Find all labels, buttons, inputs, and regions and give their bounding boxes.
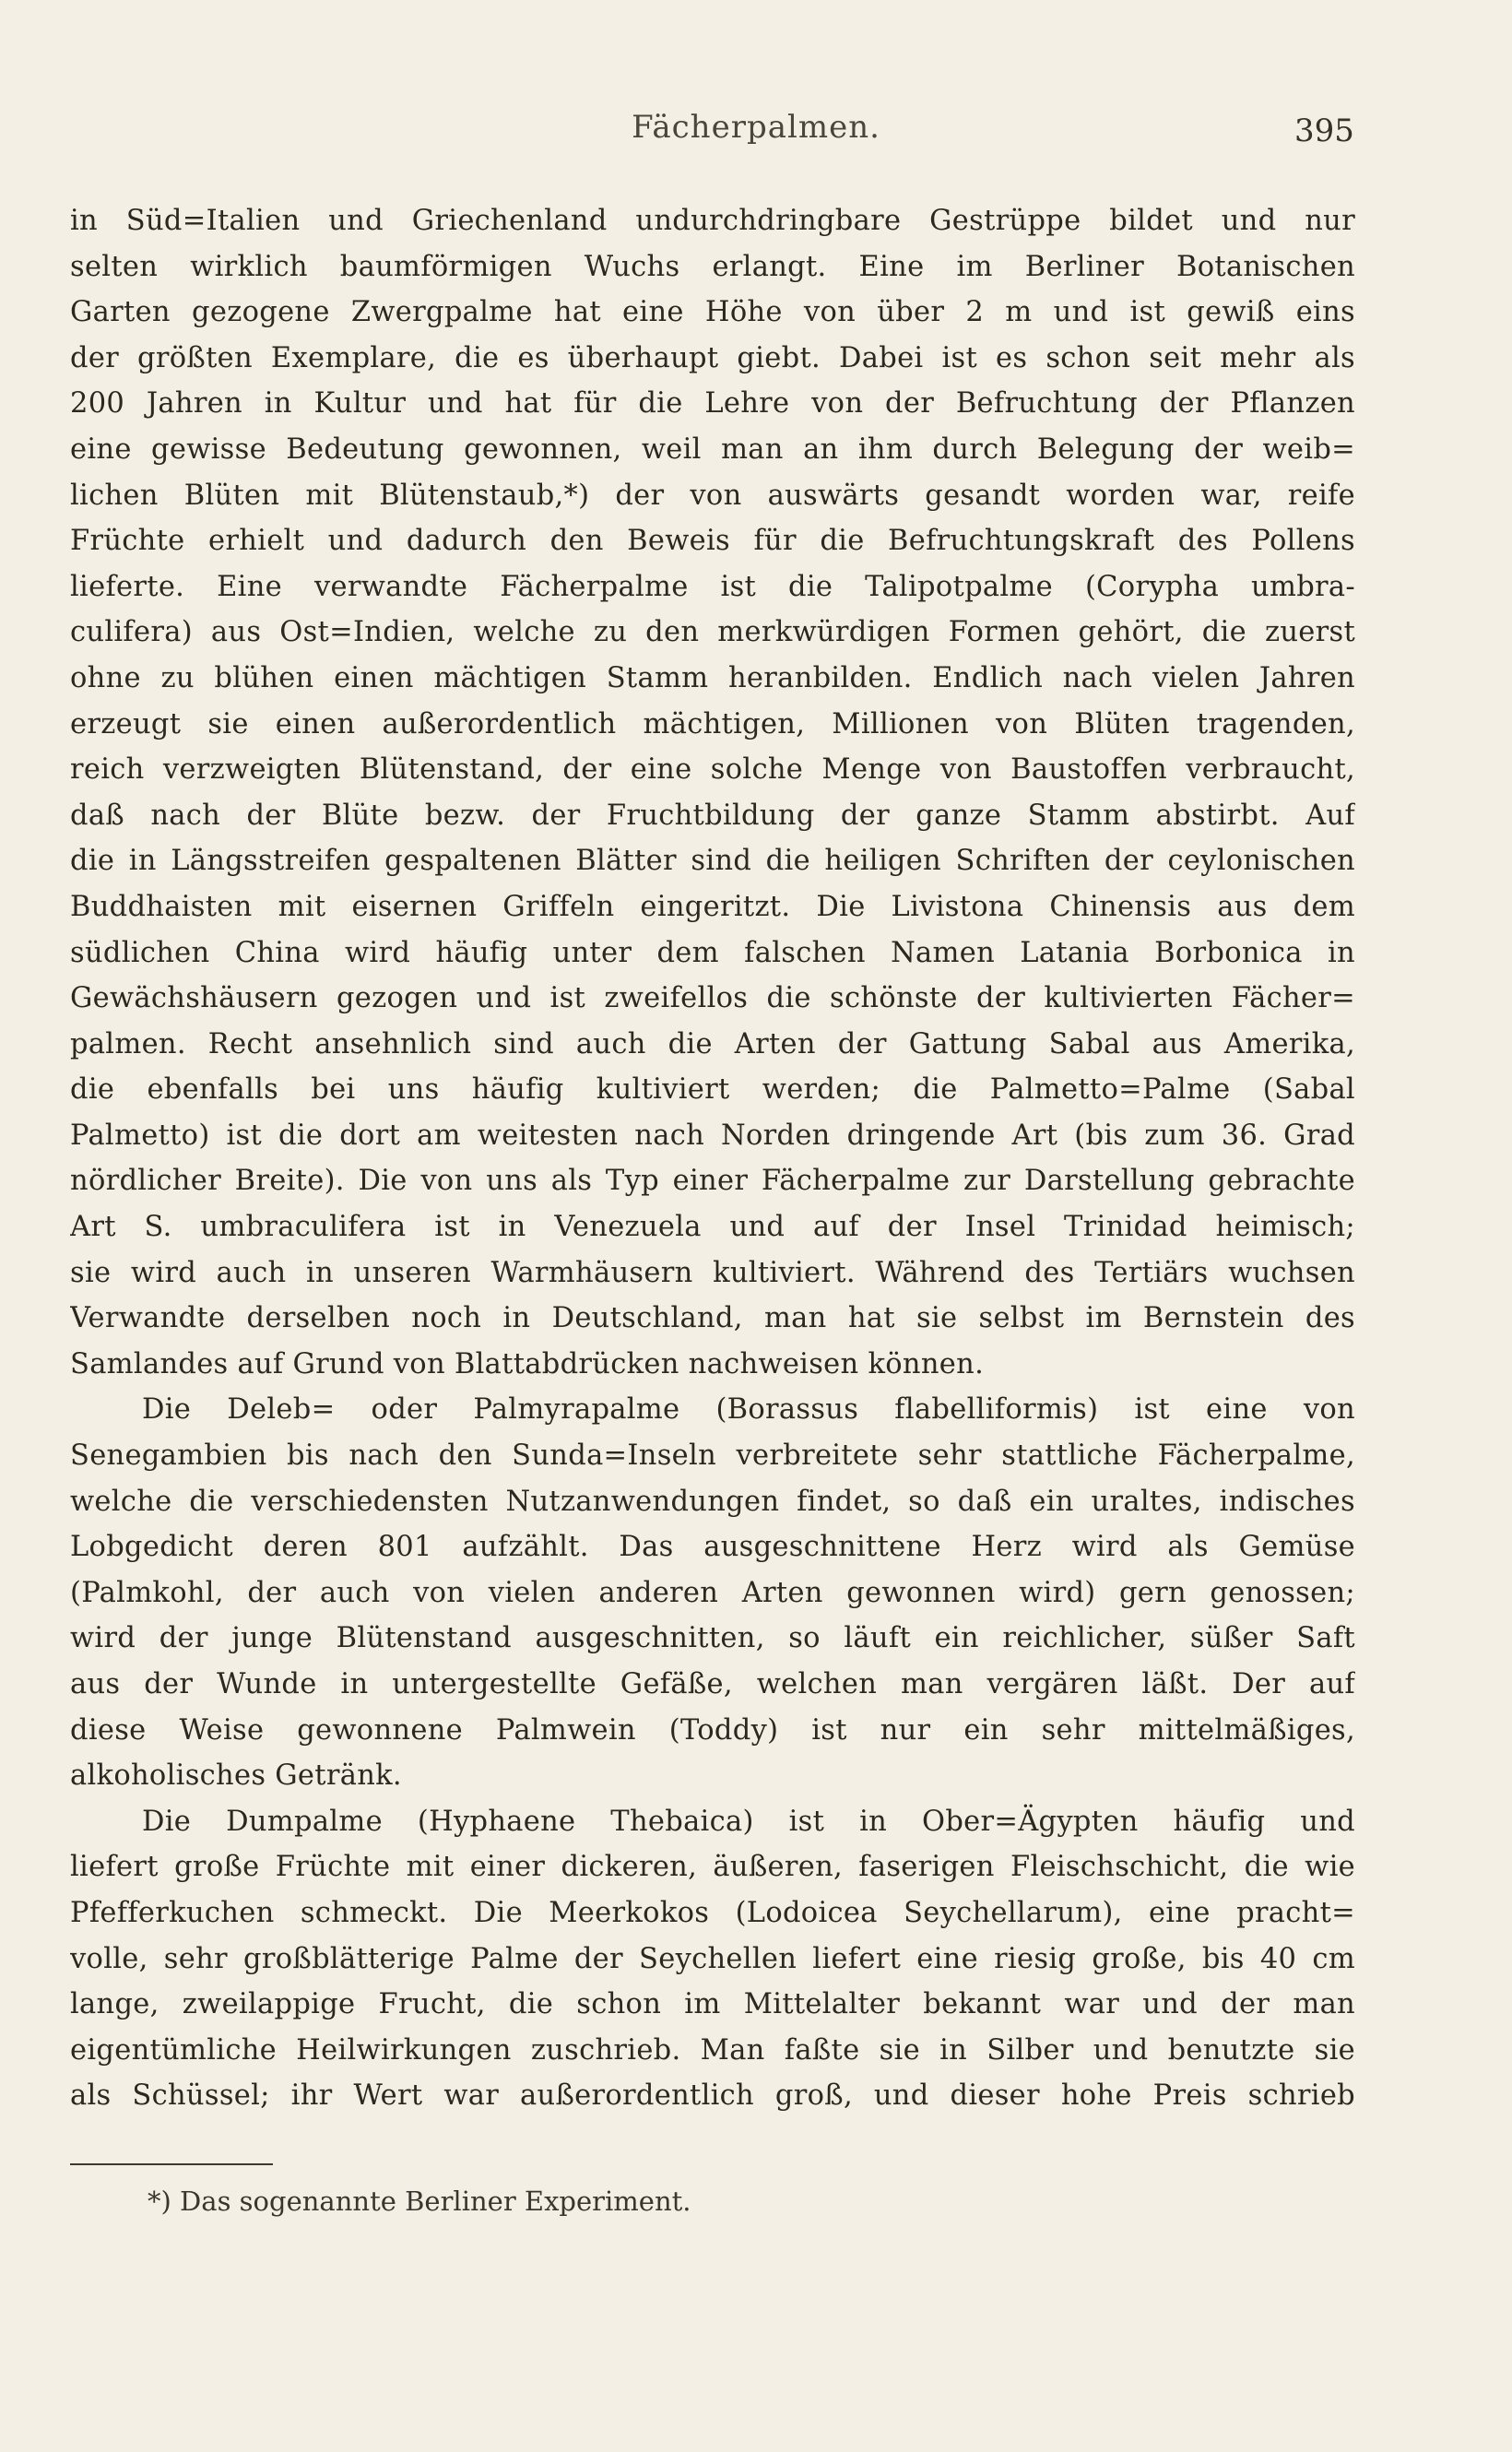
text-line: Buddhaisten mit eisernen Griffeln eingeritzt. Die Livistona Chinensis aus dem — [70, 890, 1355, 923]
text-line: daß nach der Blüte bezw. der Fruchtbildung der ganze Stamm abstirbt. Auf — [70, 799, 1355, 832]
text-line: wird der junge Blütenstand ausgeschnitten, so läuft ein reichlicher, süßer Saft — [70, 1622, 1355, 1655]
text-line: eine gewisse Bedeutung gewonnen, weil man an ihm durch Belegung der weib= — [70, 432, 1355, 466]
text-line: lange, zweilappige Frucht, die schon im Mittelalter bekannt war und der man — [70, 1988, 1355, 2021]
running-title: Fächerpalmen. — [632, 109, 880, 146]
text-line: palmen. Recht ansehnlich sind auch die Arten der Gattung Sabal aus Amerika, — [70, 1027, 1355, 1060]
text-line: welche die verschiedensten Nutzanwendungen findet, so daß ein uraltes, indisches — [70, 1485, 1355, 1518]
text-line: südlichen China wird häufig unter dem falschen Namen Latania Borbonica in — [70, 936, 1355, 969]
text-line: 200 Jahren in Kultur und hat für die Lehre von der Befruchtung der Pflanzen — [70, 387, 1355, 421]
text-line: reich verzweigten Blütenstand, der eine solche Menge von Baustoffen verbraucht, — [70, 753, 1355, 787]
text-line: lieferte. Eine verwandte Fächerpalme ist die Talipotpalme (Corypha umbra- — [70, 570, 1355, 603]
text-line: selten wirklich baumförmigen Wuchs erlangt. Eine im Berliner Botanischen — [70, 250, 1355, 283]
text-line: (Palmkohl, der auch von vielen anderen Arten gewonnen wird) gern genossen; — [70, 1576, 1355, 1609]
footnote: *) Das sogenannte Berliner Experiment. — [148, 2185, 691, 2217]
text-line: Verwandte derselben noch in Deutschland, man hat sie selbst im Bernstein des — [70, 1302, 1355, 1335]
text-line: nördlicher Breite). Die von uns als Typ einer Fächerpalme zur Darstellung gebrachte — [70, 1165, 1355, 1198]
text-line: diese Weise gewonnene Palmwein (Toddy) ist nur ein sehr mittelmäßiges, — [70, 1713, 1355, 1747]
text-line: Die Deleb= oder Palmyrapalme (Borassus flabelliformis) ist eine von — [142, 1393, 1355, 1427]
text-line: die in Längsstreifen gespaltenen Blätter sind die heiligen Schriften der ceylonischen — [70, 845, 1355, 878]
text-line: Garten gezogene Zwergpalme hat eine Höhe von über 2 m und ist gewiß eins — [70, 296, 1355, 329]
body-text — [70, 198, 1355, 2119]
text-line: culifera) aus Ost=Indien, welche zu den merkwürdigen Formen gehört, die zuerst — [70, 616, 1355, 649]
text-line: liefert große Früchte mit einer dickeren, äußeren, faserigen Fleischschicht, die wie — [70, 1851, 1355, 1884]
text-line: volle, sehr großblätterige Palme der Seychellen liefert eine riesig große, bis 40 cm — [70, 1942, 1355, 1975]
text-line: die ebenfalls bei uns häufig kultiviert werden; die Palmetto=Palme (Sabal — [70, 1073, 1355, 1107]
text-line: eigentümliche Heilwirkungen zuschrieb. Man faßte sie in Silber und benutzte sie — [70, 2033, 1355, 2067]
text-line: lichen Blüten mit Blütenstaub,*) der von auswärts gesandt worden war, reife — [70, 479, 1355, 512]
text-line: Palmetto) ist die dort am weitesten nach Norden dringende Art (bis zum 36. Grad — [70, 1119, 1355, 1152]
text-line: in Süd=Italien und Griechenland undurchdringbare Gestrüppe bildet und nur — [70, 205, 1355, 237]
text-line: Die Dumpalme (Hyphaene Thebaica) ist in Ober=Ägypten häufig und — [142, 1805, 1355, 1838]
text-line: Gewächshäusern gezogen und ist zweifellos die schönste der kultivierten Fächer= — [70, 982, 1355, 1015]
text-line: sie wird auch in unseren Warmhäusern kultiviert. Während des Tertiärs wuchsen — [70, 1256, 1355, 1289]
text-line: Lobgedicht deren 801 aufzählt. Das ausgeschnittene Herz wird als Gemüse — [70, 1531, 1355, 1564]
text-line: Früchte erhielt und dadurch den Beweis für die Befruchtungskraft des Pollens — [70, 525, 1355, 558]
text-line: Samlandes auf Grund von Blattabdrücken nachweisen können. — [70, 1347, 985, 1380]
text-line: ohne zu blühen einen mächtigen Stamm heranbilden. Endlich nach vielen Jahren — [70, 661, 1355, 694]
text-line: der größten Exemplare, die es überhaupt giebt. Dabei ist es schon seit mehr als — [70, 341, 1355, 374]
text-line: Art S. umbraculifera ist in Venezuela und auf der Insel Trinidad heimisch; — [70, 1211, 1355, 1244]
text-line: alkoholisches Getränk. — [70, 1759, 402, 1793]
text-line: erzeugt sie einen außerordentlich mächtigen, Millionen von Blüten tragenden, — [70, 707, 1355, 740]
text-line: Senegambien bis nach den Sunda=Inseln verbreitete sehr stattliche Fächerpalme, — [70, 1439, 1355, 1473]
text-line: als Schüssel; ihr Wert war außerordentlich groß, und dieser hohe Preis schrieb — [70, 2079, 1355, 2113]
text-line: Pfefferkuchen schmeckt. Die Meerkokos (Lodoicea Seychellarum), eine pracht= — [70, 1896, 1355, 1929]
footnote-divider — [70, 2163, 273, 2165]
page-number: 395 — [1294, 113, 1354, 149]
text-line: aus der Wunde in untergestellte Gefäße, welchen man vergären läßt. Der auf — [70, 1668, 1355, 1700]
